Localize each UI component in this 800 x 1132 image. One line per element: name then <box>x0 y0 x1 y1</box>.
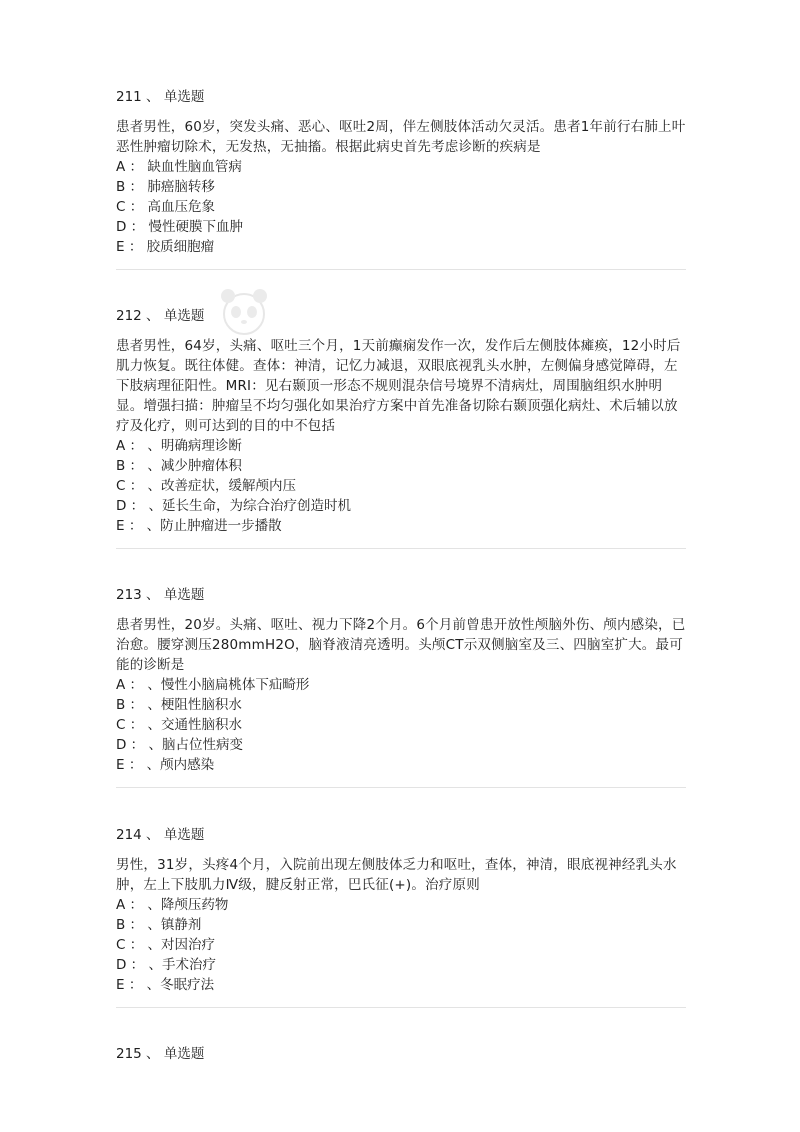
option-d[interactable]: D ： 、脑占位性病变 <box>116 737 243 753</box>
question-header: 215 、 单选题 <box>116 1046 205 1062</box>
option-d[interactable]: D ： 慢性硬膜下血肿 <box>116 219 243 235</box>
question-stem: 患者男性，60岁，突发头痛、恶心、呕吐2周，伴左侧肢体活动欠灵活。患者1年前行右肺上叶恶性肿瘤切除术，无发热，无抽搐。根据此病史首先考虑诊断的疾病是 <box>116 119 686 155</box>
option-e[interactable]: E ： 、冬眠疗法 <box>116 977 215 993</box>
question-block <box>116 1044 688 1064</box>
option-e[interactable]: E ： 、颅内感染 <box>116 757 215 773</box>
question-divider <box>116 269 686 270</box>
option-c[interactable]: C ： 、交通性脑积水 <box>116 717 243 733</box>
option-b[interactable]: B ： 、镇静剂 <box>116 917 202 933</box>
question-block <box>116 825 688 995</box>
question-divider <box>116 787 686 788</box>
option-e[interactable]: E ： 、防止肿瘤进一步播散 <box>116 518 282 534</box>
question-stem: 男性，31岁，头疼4个月，入院前出现左侧肢体乏力和呕吐，查体，神清，眼底视神经乳头水肿，左上下肢肌力Ⅳ级，腱反射正常，巴氏征(+)。治疗原则 <box>116 857 677 893</box>
question-header: 214 、 单选题 <box>116 827 205 843</box>
question-header: 213 、 单选题 <box>116 587 205 603</box>
option-d[interactable]: D ： 、手术治疗 <box>116 957 216 973</box>
question-stem: 患者男性，64岁，头痛、呕吐三个月，1天前癫痫发作一次，发作后左侧肢体瘫痪，12小时后肌力恢复。既往体健。查体：神清，记忆力减退，双眼底视乳头水肿，左侧偏身感觉障碍，左下肢病理征阳性。MRI：见右颞顶一形态不规则混杂信号境界不清病灶，周围脑组织水肿明显。增强扫描：肿瘤呈不均匀强化如果治疗方案中首先准备切除右颞顶强化病灶、术后辅以放疗及化疗，则可达到的目的中不包括 <box>116 338 681 434</box>
option-a[interactable]: A ： 、慢性小脑扁桃体下疝畸形 <box>116 677 310 693</box>
option-b[interactable]: B ： 、梗阻性脑积水 <box>116 697 242 713</box>
question-block <box>116 585 688 775</box>
question-divider <box>116 1007 686 1008</box>
option-e[interactable]: E ： 胶质细胞瘤 <box>116 239 215 255</box>
question-block <box>116 306 688 536</box>
option-d[interactable]: D ： 、延长生命，为综合治疗创造时机 <box>116 498 351 514</box>
option-b[interactable]: B ： 、减少肿瘤体积 <box>116 458 242 474</box>
option-c[interactable]: C ： 高血压危象 <box>116 199 216 215</box>
option-a[interactable]: A ： 、降颅压药物 <box>116 897 229 913</box>
question-header: 211 、 单选题 <box>116 89 205 105</box>
option-a[interactable]: A ： 缺血性脑血管病 <box>116 159 242 175</box>
question-divider <box>116 548 686 549</box>
option-c[interactable]: C ： 、对因治疗 <box>116 937 216 953</box>
question-stem: 患者男性，20岁。头痛、呕吐、视力下降2个月。6个月前曾患开放性颅脑外伤、颅内感染，已治愈。腰穿测压280mmH2O，脑脊液清亮透明。头颅CT示双侧脑室及三、四脑室扩大。最可能的诊断是 <box>116 617 686 673</box>
option-c[interactable]: C ： 、改善症状，缓解颅内压 <box>116 478 297 494</box>
question-block <box>116 87 688 257</box>
question-header: 212 、 单选题 <box>116 308 205 324</box>
option-b[interactable]: B ： 肺癌脑转移 <box>116 179 215 195</box>
option-a[interactable]: A ： 、明确病理诊断 <box>116 438 242 454</box>
